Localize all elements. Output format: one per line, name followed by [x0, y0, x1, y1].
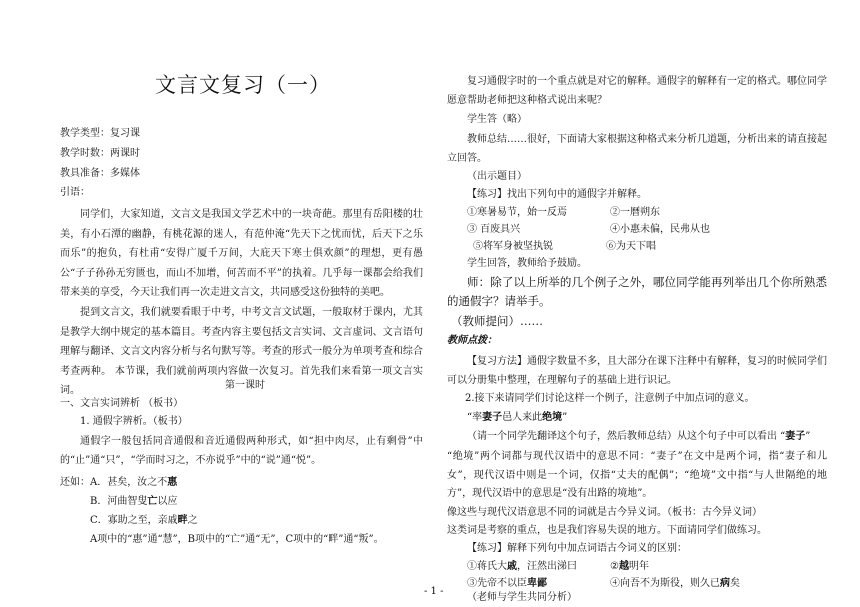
example-sentence: “率妻子邑人来此绝境”	[467, 412, 568, 423]
teacher-summary: 教师总结……很好，下面请大家根据这种格式来分析几道题，分析出来的请直接起立回答。	[447, 134, 827, 164]
exercise-2-q4: ④向吾不为斯役，则久已病矣	[610, 578, 740, 589]
exercise-1-prompt: 【练习】找出下列句中的通假字并解释。	[467, 189, 647, 200]
exercise-1-q3: ③ 百废具兴	[467, 224, 521, 235]
exercise-2-q2: ②越明年	[610, 561, 649, 572]
analysis-line-1: （请一个同学先翻译这个句子，然后教师总结）从这个句子中可以看出 “妻子”	[467, 431, 811, 442]
intro-label: 引语：	[60, 187, 90, 198]
right-paragraph-1: 复习通假字时的一个重点就是对它的解释。通假字的解释有一定的格式。哪位同学愿意帮助老师把这种格式说出来呢？	[447, 76, 827, 106]
exercise-1-q2: ②一曆朔东	[610, 207, 660, 218]
page-number: - 1 -	[424, 586, 444, 597]
section-1-1-heading: 1. 通假字辨析。（板书）	[80, 416, 188, 427]
exercise-2-q3: ③先帝不以臣卑鄙	[467, 578, 547, 589]
show-questions: （出示题目）	[467, 171, 527, 182]
joint-analysis-note: （老师与学生共同分析）	[467, 592, 577, 603]
student-response-note: 学生回答，教师给予鼓励。	[467, 258, 587, 269]
intro-paragraph-2: 提到文言文，我们就要看眼于中考，中考文言文试题，一般取材于课内，尤其是教学大纲中规定的基本篇目。考查内容主要包括文言实词、文言虚词、文言语句理解与翻译、文言文内容分析与名句默写等。考查的形式一般分为单项考查和综合考查两种。 本节课，我们就前两项内容做一次复习。首先我们来看第一项文言实词。	[60, 307, 423, 396]
teacher-guidance-label: 教师点拨：	[447, 335, 497, 346]
exercise-1-q5: ⑤将军身被坚执锐	[473, 241, 553, 252]
exercise-1-q1: ①寒暑易节，始一反焉	[467, 207, 567, 218]
intro-paragraph-1: 同学们，大家知道，文言文是我国文学艺术中的一块奇葩。那里有岳阳楼的壮美，有小石潭的幽静，有桃花源的迷人，有范仲淹“先天下之忧而忧，后天下之乐而乐”的抱负，有杜甫“安得广厦千万间，大庇天下寒士俱欢颜”的理想，更有愚公“子子孙孙无穷匮也，而山不加增，何苦而不平”的执着。几乎每一课都会给我们带来美的享受，今天让我们再一次走进文言文，共同感受这份独特的美吧。	[60, 209, 423, 298]
meta-hours: 教学时数：两课时	[60, 148, 140, 159]
discussion-intro: 2.接下来请同学们讨论这样一个例子，注意例子中加点词的意义。	[465, 393, 755, 404]
example-b: B．河曲智叟亡以应	[90, 496, 178, 507]
analysis-paragraph: “绝境”两个词都与现代汉语中的意思不同：“妻子”在文中是两个词，指“妻子和儿女”，现代汉语中则是一个词，仅指“丈夫的配偶”；“绝境”文中指“与人世隔绝的地方”，现代汉语中的意思是“没有出路的境地”。	[447, 451, 827, 499]
page-title: 文言文复习（一）	[155, 73, 331, 97]
teacher-question: 师：除了以上所举的几个例子之外，哪位同学能再列举出几个你所熟悉的通假字？请举手。	[447, 275, 827, 308]
exercise-2-q1: ①蒋氏大戚，汪然出涕曰	[467, 561, 577, 572]
lesson-heading: 第一课时	[225, 380, 265, 391]
example-c: C．寡助之至，亲戚畔之	[90, 515, 198, 526]
meta-type: 教学类型：复习课	[60, 128, 140, 139]
ancient-modern-definition: 像这些与现代汉语意思不同的词就是古今异义词。（板书：古今异义词）	[447, 507, 762, 518]
tongjia-paragraph: 通假字一般包括同音通假和音近通假两种形式，如“担中肉尽，止有剩骨”中的“止”通“只”，“学而时习之，不亦说乎”中的“说”通“悦”。	[60, 436, 423, 466]
section-1-heading: 一、文言实词辨析 （板书）	[60, 398, 184, 409]
student-answer: 学生答（略）	[467, 114, 527, 125]
exercise-1-q6: ⑥为天下唱	[606, 241, 656, 252]
example-explanation: A项中的“惠”通“慧”，B项中的“亡”通“无”，C项中的“畔”通“叛”。	[90, 534, 384, 545]
exercise-1-q4: ④小惠未偏，民弗从也	[610, 224, 710, 235]
example-a: A．甚矣，汝之不惠	[90, 477, 178, 488]
exercise-2-prompt: 【练习】解释下列句中加点词语古今词义的区别：	[467, 543, 687, 554]
meta-tools: 教具准备：多媒体	[60, 168, 140, 179]
teacher-prompt: （教师提问）……	[451, 314, 543, 328]
exercise-intro: 这类词是考察的重点，也是我们容易失误的地方。下面请同学们做练习。	[447, 525, 767, 536]
example-label: 还如：	[60, 477, 90, 488]
review-method: 【复习方法】通假字数量不多，且大部分在课下注释中有解释，复习的时候同学们可以分册集中整理，在理解句子的基础上进行识记。	[447, 356, 827, 386]
